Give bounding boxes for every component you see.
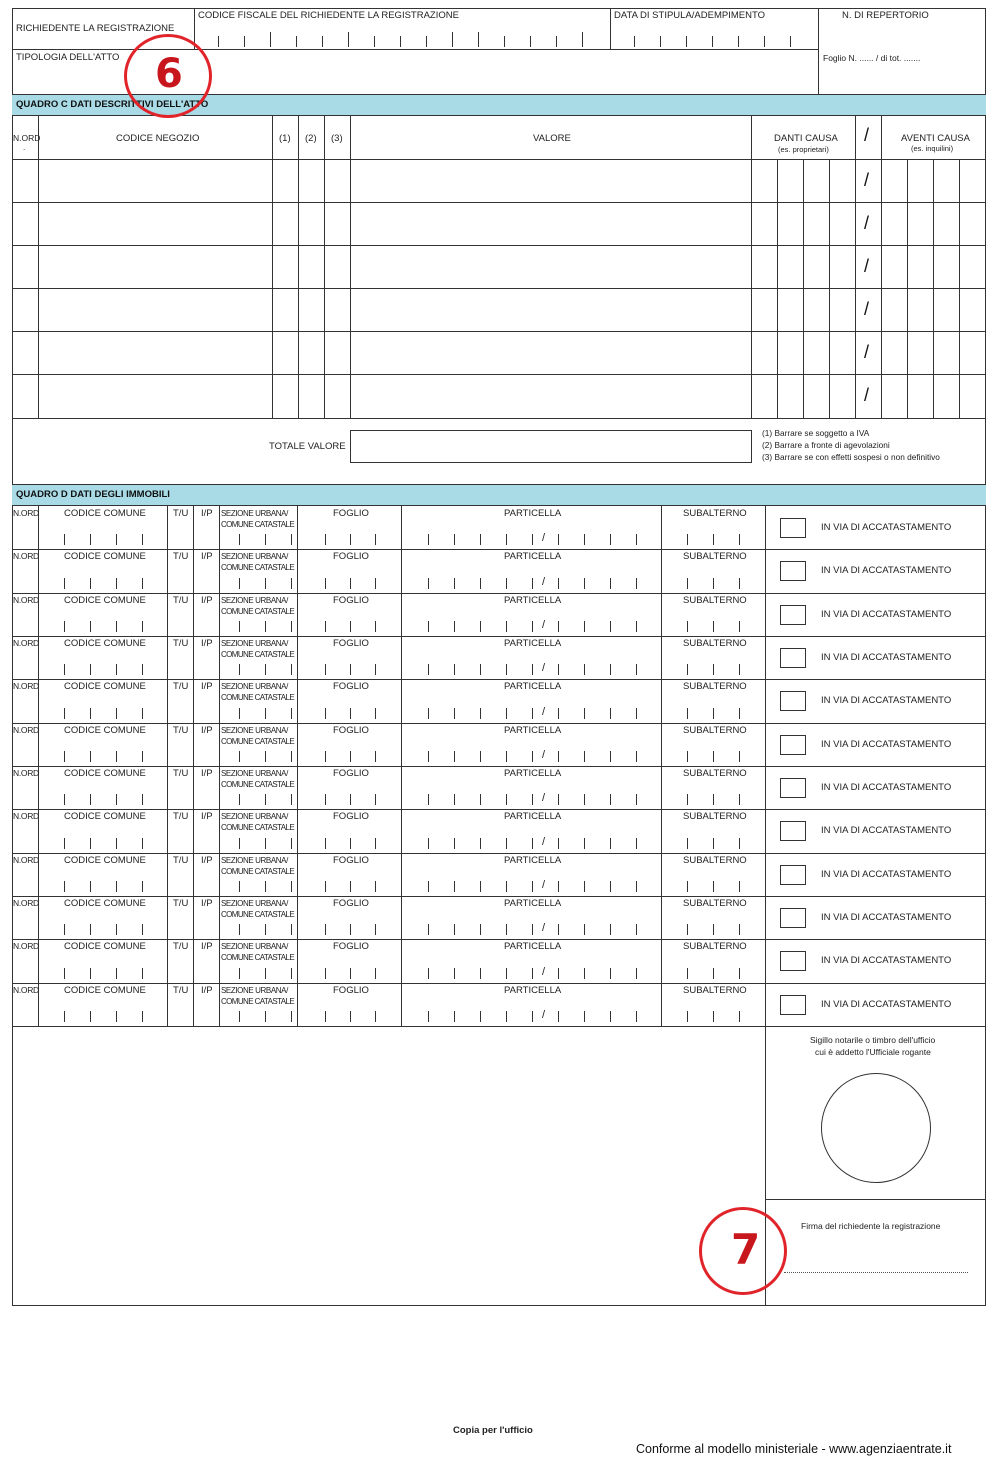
row-tu: T/U bbox=[173, 508, 189, 519]
particella-slash: / bbox=[542, 966, 546, 978]
row-sezione-2: COMUNE CATASTALE bbox=[221, 520, 295, 529]
particella-slash: / bbox=[542, 749, 546, 761]
note-1: (1) Barrare se soggetto a IVA bbox=[762, 428, 870, 438]
tipologia-label: TIPOLOGIA DELL'ATTO bbox=[16, 52, 120, 63]
particella-slash: / bbox=[542, 576, 546, 588]
accatastamento-label: IN VIA DI ACCATASTAMENTO bbox=[821, 869, 952, 880]
accatastamento-checkbox[interactable] bbox=[780, 951, 806, 971]
accatastamento-checkbox[interactable] bbox=[780, 561, 806, 581]
codice-fiscale-label: CODICE FISCALE DEL RICHIEDENTE LA REGISTRAZIONE bbox=[198, 10, 459, 21]
row-slash: / bbox=[864, 170, 870, 190]
quadro-d-row[interactable] bbox=[12, 896, 986, 939]
quadro-d-row[interactable] bbox=[12, 983, 986, 1026]
annotation-number-7: 7 bbox=[731, 1225, 761, 1274]
row-sezione-2: COMUNE CATASTALE bbox=[221, 997, 295, 1006]
col-aventi-causa: AVENTI CAUSA bbox=[901, 133, 970, 144]
row-ip: I/P bbox=[201, 638, 213, 649]
conforme-label: Conforme al modello ministeriale - www.agenziaentrate.it bbox=[636, 1442, 952, 1456]
row-sezione-2: COMUNE CATASTALE bbox=[221, 867, 295, 876]
accatastamento-checkbox[interactable] bbox=[780, 778, 806, 798]
row-tu: T/U bbox=[173, 595, 189, 606]
particella-slash: / bbox=[542, 879, 546, 891]
row-nord: N.ORD bbox=[13, 898, 39, 908]
row-sezione-1: SEZIONE URBANA/ bbox=[221, 552, 288, 561]
row-subalterno: SUBALTERNO bbox=[683, 768, 747, 779]
row-slash: / bbox=[864, 256, 870, 276]
row-foglio: FOGLIO bbox=[333, 768, 369, 779]
col-danti-causa: DANTI CAUSA bbox=[774, 133, 838, 144]
row-sezione-2: COMUNE CATASTALE bbox=[221, 910, 295, 919]
totale-valore-label: TOTALE VALORE bbox=[269, 441, 346, 452]
particella-slash: / bbox=[542, 706, 546, 718]
col-valore: VALORE bbox=[533, 133, 571, 144]
accatastamento-checkbox[interactable] bbox=[780, 908, 806, 928]
row-sezione-1: SEZIONE URBANA/ bbox=[221, 769, 288, 778]
row-foglio: FOGLIO bbox=[333, 551, 369, 562]
row-tu: T/U bbox=[173, 898, 189, 909]
row-foglio: FOGLIO bbox=[333, 638, 369, 649]
row-ip: I/P bbox=[201, 595, 213, 606]
copia-label: Copia per l'ufficio bbox=[453, 1425, 533, 1436]
row-codice-comune: CODICE COMUNE bbox=[64, 768, 146, 779]
quadro-d-band bbox=[12, 484, 986, 506]
quadro-d-row[interactable] bbox=[12, 593, 986, 636]
row-codice-comune: CODICE COMUNE bbox=[64, 508, 146, 519]
row-foglio: FOGLIO bbox=[333, 985, 369, 996]
richiedente-label: RICHIEDENTE LA REGISTRAZIONE bbox=[16, 23, 175, 34]
n-repertorio-label: N. DI REPERTORIO bbox=[842, 10, 929, 21]
row-foglio: FOGLIO bbox=[333, 941, 369, 952]
row-tu: T/U bbox=[173, 768, 189, 779]
row-sezione-1: SEZIONE URBANA/ bbox=[221, 639, 288, 648]
row-nord: N.ORD bbox=[13, 768, 39, 778]
accatastamento-checkbox[interactable] bbox=[780, 605, 806, 625]
particella-slash: / bbox=[542, 532, 546, 544]
divider bbox=[818, 8, 819, 94]
row-tu: T/U bbox=[173, 725, 189, 736]
row-particella: PARTICELLA bbox=[504, 768, 562, 779]
row-foglio: FOGLIO bbox=[333, 898, 369, 909]
quadro-c-row[interactable] bbox=[12, 289, 986, 331]
sigillo-line1: Sigillo notarile o timbro dell'ufficio bbox=[810, 1035, 936, 1045]
row-ip: I/P bbox=[201, 855, 213, 866]
row-nord: N.ORD bbox=[13, 855, 39, 865]
row-sezione-2: COMUNE CATASTALE bbox=[221, 607, 295, 616]
quadro-d-row[interactable] bbox=[12, 766, 986, 809]
totale-valore-field[interactable] bbox=[350, 430, 752, 463]
row-sezione-1: SEZIONE URBANA/ bbox=[221, 596, 288, 605]
row-sezione-2: COMUNE CATASTALE bbox=[221, 650, 295, 659]
col-codice-negozio: CODICE NEGOZIO bbox=[116, 133, 200, 144]
row-foglio: FOGLIO bbox=[333, 811, 369, 822]
col-3: (3) bbox=[331, 133, 343, 144]
annotation-number-6: 6 bbox=[155, 51, 183, 97]
row-subalterno: SUBALTERNO bbox=[683, 941, 747, 952]
accatastamento-checkbox[interactable] bbox=[780, 821, 806, 841]
codice-fiscale-field[interactable] bbox=[196, 24, 608, 48]
note-2: (2) Barrare a fronte di agevolazioni bbox=[762, 440, 890, 450]
quadro-c-row[interactable] bbox=[12, 375, 986, 417]
row-nord: N.ORD bbox=[13, 551, 39, 561]
data-stipula-field[interactable] bbox=[612, 24, 816, 48]
row-subalterno: SUBALTERNO bbox=[683, 725, 747, 736]
accatastamento-label: IN VIA DI ACCATASTAMENTO bbox=[821, 609, 952, 620]
row-ip: I/P bbox=[201, 811, 213, 822]
accatastamento-label: IN VIA DI ACCATASTAMENTO bbox=[821, 782, 952, 793]
row-subalterno: SUBALTERNO bbox=[683, 681, 747, 692]
particella-slash: / bbox=[542, 662, 546, 674]
row-particella: PARTICELLA bbox=[504, 985, 562, 996]
stamp-circle bbox=[821, 1073, 931, 1183]
header-slash: / bbox=[864, 125, 870, 145]
row-foglio: FOGLIO bbox=[333, 508, 369, 519]
row-tu: T/U bbox=[173, 551, 189, 562]
row-ip: I/P bbox=[201, 985, 213, 996]
particella-slash: / bbox=[542, 836, 546, 848]
row-sezione-1: SEZIONE URBANA/ bbox=[221, 986, 288, 995]
row-foglio: FOGLIO bbox=[333, 681, 369, 692]
sigillo-line2: cui è addetto l'Ufficiale rogante bbox=[815, 1047, 931, 1057]
row-particella: PARTICELLA bbox=[504, 941, 562, 952]
accatastamento-label: IN VIA DI ACCATASTAMENTO bbox=[821, 652, 952, 663]
row-nord: N.ORD bbox=[13, 811, 39, 821]
row-codice-comune: CODICE COMUNE bbox=[64, 681, 146, 692]
col-aventi-sub: (es. inquilini) bbox=[911, 144, 954, 153]
accatastamento-label: IN VIA DI ACCATASTAMENTO bbox=[821, 522, 952, 533]
col-2: (2) bbox=[305, 133, 317, 144]
row-tu: T/U bbox=[173, 985, 189, 996]
row-subalterno: SUBALTERNO bbox=[683, 811, 747, 822]
data-stipula-label: DATA DI STIPULA/ADEMPIMENTO bbox=[614, 10, 765, 21]
accatastamento-label: IN VIA DI ACCATASTAMENTO bbox=[821, 695, 952, 706]
row-sezione-1: SEZIONE URBANA/ bbox=[221, 682, 288, 691]
col-nord: N.ORD bbox=[13, 133, 41, 143]
accatastamento-checkbox[interactable] bbox=[780, 648, 806, 668]
row-sezione-2: COMUNE CATASTALE bbox=[221, 823, 295, 832]
quadro-d-row[interactable] bbox=[12, 506, 986, 549]
quadro-d-row[interactable] bbox=[12, 723, 986, 766]
row-particella: PARTICELLA bbox=[504, 898, 562, 909]
firma-label: Firma del richiedente la registrazione bbox=[801, 1221, 941, 1231]
accatastamento-label: IN VIA DI ACCATASTAMENTO bbox=[821, 565, 952, 576]
row-subalterno: SUBALTERNO bbox=[683, 638, 747, 649]
row-subalterno: SUBALTERNO bbox=[683, 898, 747, 909]
col-danti-sub: (es. proprietari) bbox=[778, 145, 829, 154]
row-slash: / bbox=[864, 213, 870, 233]
row-subalterno: SUBALTERNO bbox=[683, 508, 747, 519]
quadro-d-row[interactable] bbox=[12, 636, 986, 679]
row-subalterno: SUBALTERNO bbox=[683, 855, 747, 866]
foglio-label: Foglio N. ...... / di tot. ....... bbox=[823, 53, 921, 63]
row-nord: N.ORD bbox=[13, 941, 39, 951]
note-3: (3) Barrare se con effetti sospesi o non definitivo bbox=[762, 452, 940, 462]
row-codice-comune: CODICE COMUNE bbox=[64, 725, 146, 736]
n-repertorio-field[interactable] bbox=[820, 24, 984, 48]
quadro-c-row[interactable] bbox=[12, 203, 986, 245]
accatastamento-checkbox[interactable] bbox=[780, 518, 806, 538]
divider bbox=[610, 8, 611, 50]
row-particella: PARTICELLA bbox=[504, 855, 562, 866]
row-nord: N.ORD bbox=[13, 638, 39, 648]
row-sezione-1: SEZIONE URBANA/ bbox=[221, 726, 288, 735]
particella-slash: / bbox=[542, 619, 546, 631]
row-ip: I/P bbox=[201, 898, 213, 909]
row-codice-comune: CODICE COMUNE bbox=[64, 855, 146, 866]
particella-slash: / bbox=[542, 1009, 546, 1021]
row-nord: N.ORD bbox=[13, 985, 39, 995]
accatastamento-label: IN VIA DI ACCATASTAMENTO bbox=[821, 912, 952, 923]
row-codice-comune: CODICE COMUNE bbox=[64, 985, 146, 996]
row-particella: PARTICELLA bbox=[504, 681, 562, 692]
row-codice-comune: CODICE COMUNE bbox=[64, 551, 146, 562]
row-particella: PARTICELLA bbox=[504, 638, 562, 649]
firma-field[interactable] bbox=[784, 1272, 968, 1273]
accatastamento-checkbox[interactable] bbox=[780, 691, 806, 711]
col-1: (1) bbox=[279, 133, 291, 144]
row-ip: I/P bbox=[201, 941, 213, 952]
row-tu: T/U bbox=[173, 681, 189, 692]
quadro-d-row[interactable] bbox=[12, 679, 986, 723]
quadro-c-row[interactable] bbox=[12, 160, 986, 202]
quadro-c-title: QUADRO C DATI DESCRITTIVI DELL'ATTO bbox=[16, 99, 209, 110]
row-codice-comune: CODICE COMUNE bbox=[64, 941, 146, 952]
row-nord: N.ORD bbox=[13, 508, 39, 518]
row-codice-comune: CODICE COMUNE bbox=[64, 898, 146, 909]
col-nord-dot: . bbox=[23, 143, 26, 152]
row-particella: PARTICELLA bbox=[504, 811, 562, 822]
row-sezione-1: SEZIONE URBANA/ bbox=[221, 899, 288, 908]
quadro-d-title: QUADRO D DATI DEGLI IMMOBILI bbox=[16, 489, 170, 500]
row-codice-comune: CODICE COMUNE bbox=[64, 638, 146, 649]
row-particella: PARTICELLA bbox=[504, 508, 562, 519]
row-particella: PARTICELLA bbox=[504, 725, 562, 736]
row-tu: T/U bbox=[173, 855, 189, 866]
accatastamento-checkbox[interactable] bbox=[780, 995, 806, 1015]
row-nord: N.ORD bbox=[13, 681, 39, 691]
row-foglio: FOGLIO bbox=[333, 855, 369, 866]
row-tu: T/U bbox=[173, 941, 189, 952]
accatastamento-label: IN VIA DI ACCATASTAMENTO bbox=[821, 739, 952, 750]
row-codice-comune: CODICE COMUNE bbox=[64, 811, 146, 822]
quadro-d-row[interactable] bbox=[12, 853, 986, 896]
row-ip: I/P bbox=[201, 768, 213, 779]
row-subalterno: SUBALTERNO bbox=[683, 551, 747, 562]
row-slash: / bbox=[864, 299, 870, 319]
row-particella: PARTICELLA bbox=[504, 551, 562, 562]
row-sezione-2: COMUNE CATASTALE bbox=[221, 693, 295, 702]
row-slash: / bbox=[864, 385, 870, 405]
accatastamento-label: IN VIA DI ACCATASTAMENTO bbox=[821, 955, 952, 966]
quadro-d-row[interactable] bbox=[12, 549, 986, 593]
row-foglio: FOGLIO bbox=[333, 595, 369, 606]
row-tu: T/U bbox=[173, 811, 189, 822]
row-sezione-1: SEZIONE URBANA/ bbox=[221, 509, 288, 518]
row-tu: T/U bbox=[173, 638, 189, 649]
row-ip: I/P bbox=[201, 551, 213, 562]
row-sezione-1: SEZIONE URBANA/ bbox=[221, 942, 288, 951]
row-sezione-2: COMUNE CATASTALE bbox=[221, 780, 295, 789]
row-subalterno: SUBALTERNO bbox=[683, 985, 747, 996]
row-sezione-2: COMUNE CATASTALE bbox=[221, 563, 295, 572]
row-codice-comune: CODICE COMUNE bbox=[64, 595, 146, 606]
quadro-c-row[interactable] bbox=[12, 246, 986, 288]
row-nord: N.ORD bbox=[13, 595, 39, 605]
quadro-d-row[interactable] bbox=[12, 939, 986, 983]
row-ip: I/P bbox=[201, 681, 213, 692]
particella-slash: / bbox=[542, 792, 546, 804]
row-ip: I/P bbox=[201, 508, 213, 519]
particella-slash: / bbox=[542, 922, 546, 934]
row-sezione-2: COMUNE CATASTALE bbox=[221, 953, 295, 962]
row-sezione-1: SEZIONE URBANA/ bbox=[221, 812, 288, 821]
row-sezione-1: SEZIONE URBANA/ bbox=[221, 856, 288, 865]
row-ip: I/P bbox=[201, 725, 213, 736]
row-foglio: FOGLIO bbox=[333, 725, 369, 736]
row-slash: / bbox=[864, 342, 870, 362]
row-subalterno: SUBALTERNO bbox=[683, 595, 747, 606]
quadro-c-row[interactable] bbox=[12, 332, 986, 374]
accatastamento-label: IN VIA DI ACCATASTAMENTO bbox=[821, 825, 952, 836]
row-sezione-2: COMUNE CATASTALE bbox=[221, 737, 295, 746]
accatastamento-label: IN VIA DI ACCATASTAMENTO bbox=[821, 999, 952, 1010]
row-particella: PARTICELLA bbox=[504, 595, 562, 606]
quadro-d-row[interactable] bbox=[12, 809, 986, 853]
accatastamento-checkbox[interactable] bbox=[780, 865, 806, 885]
row-nord: N.ORD bbox=[13, 725, 39, 735]
accatastamento-checkbox[interactable] bbox=[780, 735, 806, 755]
